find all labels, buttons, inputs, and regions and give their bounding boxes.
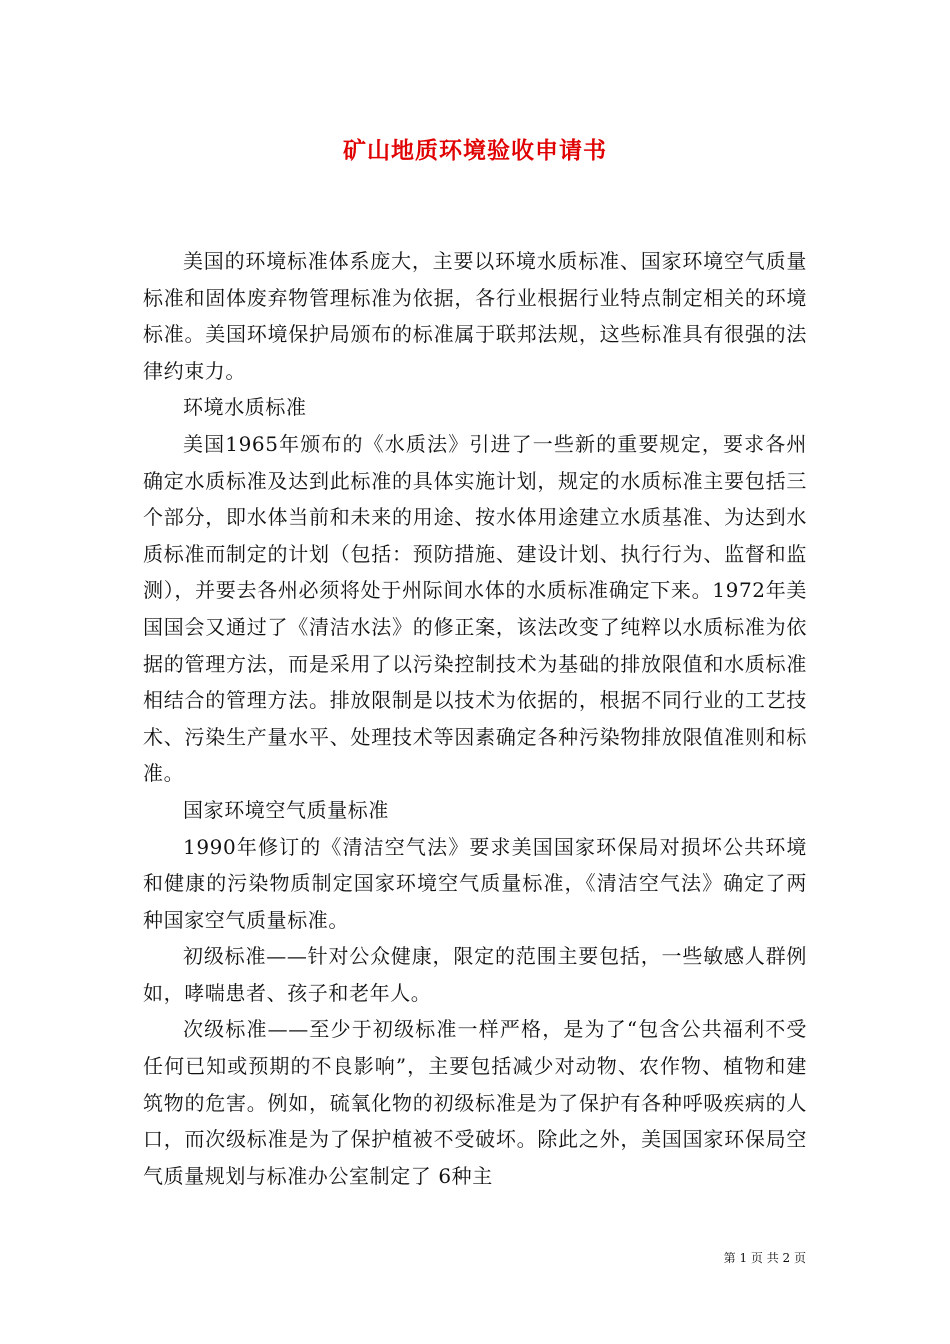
paragraph-primary-standard: 初级标准——针对公众健康，限定的范围主要包括，一些敏感人群例如，哮喘患者、孩子和老年人。 — [143, 944, 807, 1005]
paragraph-intro: 美国的环境标准体系庞大，主要以环境水质标准、国家环境空气质量标准和固体废弃物管理标准为依据，各行业根据行业特点制定相关的环境标准。美国环境保护局颁布的标准属于联邦法规，这些标准具有很强的法律约束力。 — [143, 249, 807, 383]
page-number-footer: 第 1 页 共 2 页 — [723, 1251, 806, 1265]
document-title: 矿山地质环境验收申请书 — [343, 137, 607, 164]
paragraph-water-quality: 美国1965年颁布的《水质法》引进了一些新的重要规定，要求各州确定水质标准及达到此标准的具体实施计划，规定的水质标准主要包括三个部分，即水体当前和未来的用途、按水体用途建立水质基准、为达到水质标准而制定的计划（包括：预防措施、建设计划、执行行为、监督和监测），并要去各州必须将处于州际间水体的水质标准确定下来。1972年美国国会又通过了《清洁水法》的修正案，该法改变了纯粹以水质标准为依据的管理方法，而是采用了以污染控制技术为基础的排放限值和水质标准相结合的管理方法。排放限制是以技术为依据的，根据不同行业的工艺技术、污染生产量水平、处理技术等因素确定各种污染物排放限值准则和标准。 — [143, 431, 807, 786]
paragraph-secondary-standard: 次级标准——至少于初级标准一样严格，是为了“包含公共福利不受任何已知或预期的不良影响”，主要包括减少对动物、农作物、植物和建筑物的危害。例如，硫氧化物的初级标准是为了保护有各种呼吸疾病的人口，而次级标准是为了保护植被不受破坏。除此之外，美国国家环保局空气质量规划与标准办公室制定了 6种主 — [143, 1017, 807, 1188]
section-heading-air-quality: 国家环境空气质量标准 — [183, 797, 389, 822]
section-heading-water-quality: 环境水质标准 — [183, 395, 307, 420]
document-body — [143, 243, 807, 1194]
paragraph-clean-air-act: 1990年修订的《清洁空气法》要求美国国家环保局对损坏公共环境和健康的污染物质制定国家环境空气质量标准，《清洁空气法》确定了两种国家空气质量标准。 — [143, 834, 807, 932]
